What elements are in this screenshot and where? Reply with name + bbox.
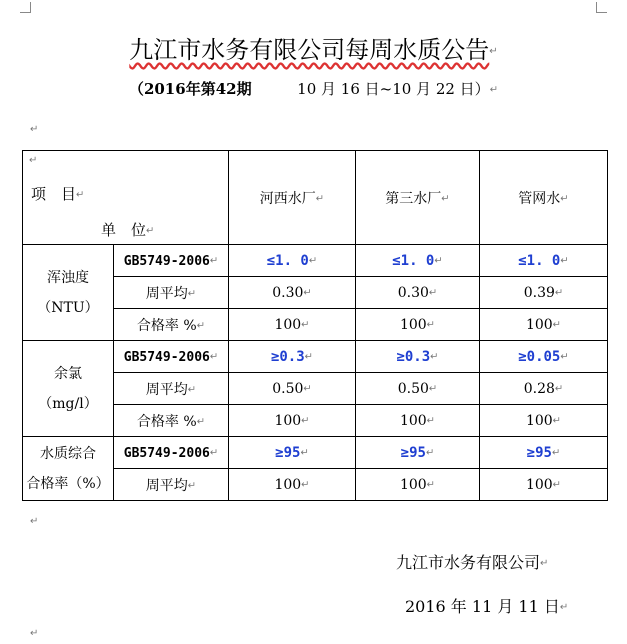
- value-cell: 100↵: [356, 309, 480, 341]
- value-cell: 0.50↵: [229, 373, 356, 405]
- table-row: [23, 341, 608, 373]
- row-label-cell: GB5749-2006↵: [114, 245, 229, 277]
- subtitle-issue: 42: [215, 80, 237, 98]
- header-unit-label: 单 位↵: [101, 221, 155, 239]
- header-column-disan: 第三水厂↵: [356, 151, 480, 245]
- water-quality-table: [22, 150, 608, 501]
- row-label-cell: 合格率 %↵: [114, 405, 229, 437]
- header-column-hexi: 河西水厂↵: [229, 151, 356, 245]
- value-cell: 100↵: [480, 405, 608, 437]
- value-cell: 0.39↵: [480, 277, 608, 309]
- row-label-cell: GB5749-2006↵: [114, 437, 229, 469]
- value-cell: 0.30↵: [229, 277, 356, 309]
- table-row: [23, 245, 608, 277]
- row-label-cell: 周平均↵: [114, 373, 229, 405]
- group-name-cell: 浑浊度 （NTU）: [23, 245, 114, 341]
- paragraph-mark-icon: ↵: [29, 155, 38, 166]
- group-name-cell: 余氯 （mg/l）: [23, 341, 114, 437]
- paragraph-mark-icon: ↵: [30, 516, 39, 527]
- paragraph-mark-icon: ↵: [540, 558, 549, 569]
- header-item-unit-cell: [23, 151, 229, 245]
- value-cell: 0.28↵: [480, 373, 608, 405]
- subtitle-date-range: 10 月 16 日~10 月 22 日）: [297, 80, 490, 98]
- value-cell: ≤1. 0↵: [229, 245, 356, 277]
- paragraph-mark-icon: ↵: [559, 602, 569, 613]
- header-item-label: 项 目↵: [31, 185, 85, 203]
- row-label-cell: 周平均↵: [114, 469, 229, 501]
- value-cell: ≥95↵: [480, 437, 608, 469]
- paragraph-mark-icon: ↵: [489, 84, 499, 96]
- value-cell: 100↵: [229, 405, 356, 437]
- value-cell: ≥0.3↵: [356, 341, 480, 373]
- row-label-cell: 合格率 %↵: [114, 309, 229, 341]
- value-cell: ≥0.3↵: [229, 341, 356, 373]
- page-corner-mark-left: [20, 2, 31, 13]
- value-cell: ≥95↵: [356, 437, 480, 469]
- paragraph-mark-icon: ↵: [489, 46, 498, 57]
- subtitle-year: 2016: [143, 80, 186, 98]
- table-row: [23, 437, 608, 469]
- value-cell: 100↵: [480, 469, 608, 501]
- signature-date: 2016 年 11 月 11 日↵: [405, 597, 569, 616]
- document-title: [0, 30, 627, 65]
- title-text: 九江市水务有限公司每周水质公告: [129, 36, 490, 64]
- document-subtitle: （2016年第42期 10 月 16 日~10 月 22 日）↵: [128, 80, 499, 98]
- paragraph-mark-icon: ↵: [30, 124, 39, 135]
- value-cell: 100↵: [229, 309, 356, 341]
- value-cell: 100↵: [229, 469, 356, 501]
- table-header-row: [23, 151, 608, 245]
- value-cell: ≥95↵: [229, 437, 356, 469]
- subtitle-year-suffix: 年第: [185, 80, 216, 98]
- header-column-guanwang: 管网水↵: [480, 151, 608, 245]
- paragraph-mark-icon: ↵: [30, 628, 39, 639]
- value-cell: ≤1. 0↵: [480, 245, 608, 277]
- signature-company: 九江市水务有限公司↵: [396, 553, 549, 572]
- value-cell: ≤1. 0↵: [356, 245, 480, 277]
- row-label-cell: 周平均↵: [114, 277, 229, 309]
- value-cell: 100↵: [356, 469, 480, 501]
- value-cell: 0.30↵: [356, 277, 480, 309]
- value-cell: 0.50↵: [356, 373, 480, 405]
- row-label-cell: GB5749-2006↵: [114, 341, 229, 373]
- page-corner-mark-right: [596, 2, 607, 13]
- subtitle-issue-suffix: 期: [236, 80, 252, 98]
- value-cell: 100↵: [356, 405, 480, 437]
- value-cell: ≥0.05↵: [480, 341, 608, 373]
- group-name-cell: 水质综合 合格率（%）: [23, 437, 114, 501]
- value-cell: 100↵: [480, 309, 608, 341]
